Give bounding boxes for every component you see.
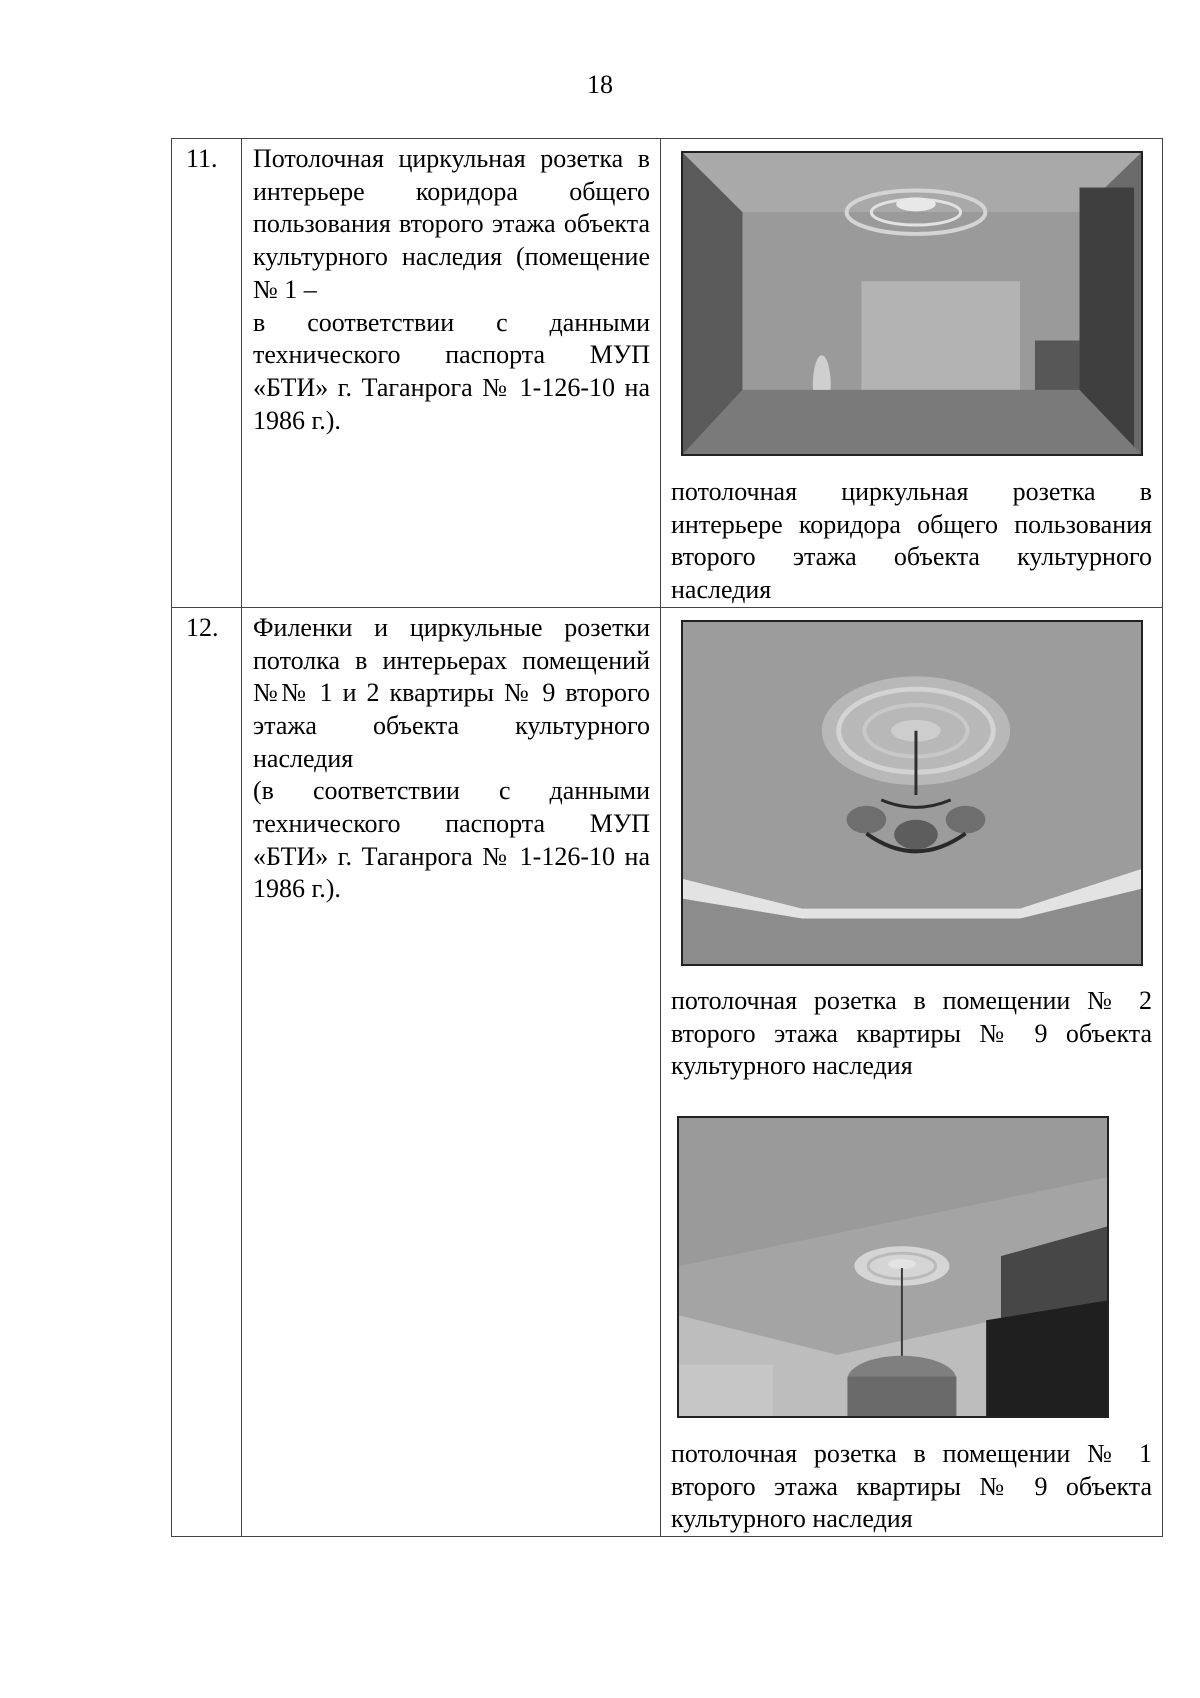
table-row xyxy=(172,607,1163,1536)
room-1-ceiling-rosette-photo xyxy=(677,1116,1109,1418)
row-number: 12. xyxy=(172,607,242,1536)
row-description xyxy=(242,139,661,608)
photo-cell xyxy=(661,139,1163,608)
row-number: 11. xyxy=(172,139,242,608)
page-number: 18 xyxy=(587,70,613,99)
room-2-ceiling-rosette-photo xyxy=(681,620,1143,966)
photo-caption: потолочная циркульная розетка в интерьере коридора общего пользования второго этажа объекта культурного наследия xyxy=(671,477,1152,605)
photo-caption: потолочная розетка в помещении № 2 второго этажа квартиры № 9 объекта культурного наследия xyxy=(671,985,1152,1081)
photo-cell xyxy=(661,607,1163,1536)
row-description xyxy=(242,607,661,1536)
table-row xyxy=(172,139,1163,608)
corridor-ceiling-rosette-photo xyxy=(681,151,1143,456)
description-line: (в соответствии с данными технического паспорта МУП «БТИ» г. Таганрога № 1-126-10 на 1986 г.). xyxy=(253,776,650,904)
description-line: в соответствии с данными технического паспорта МУП «БТИ» г. Таганрога № 1-126-10 на 1986 г.). xyxy=(253,307,650,435)
description-line: Филенки и циркульные розетки потолка в интерьерах помещений №№ 1 и 2 квартиры № 9 второго этажа объекта культурного наследия xyxy=(253,612,650,773)
description-line: Потолочная циркульная розетка в интерьере коридора общего пользования второго этажа объекта культурного наследия (помещение № 1 – xyxy=(253,144,650,304)
photo-caption: потолочная розетка в помещении № 1 второго этажа квартиры № 9 объекта культурного наследия xyxy=(671,1438,1152,1534)
heritage-elements-table xyxy=(171,138,1163,1537)
